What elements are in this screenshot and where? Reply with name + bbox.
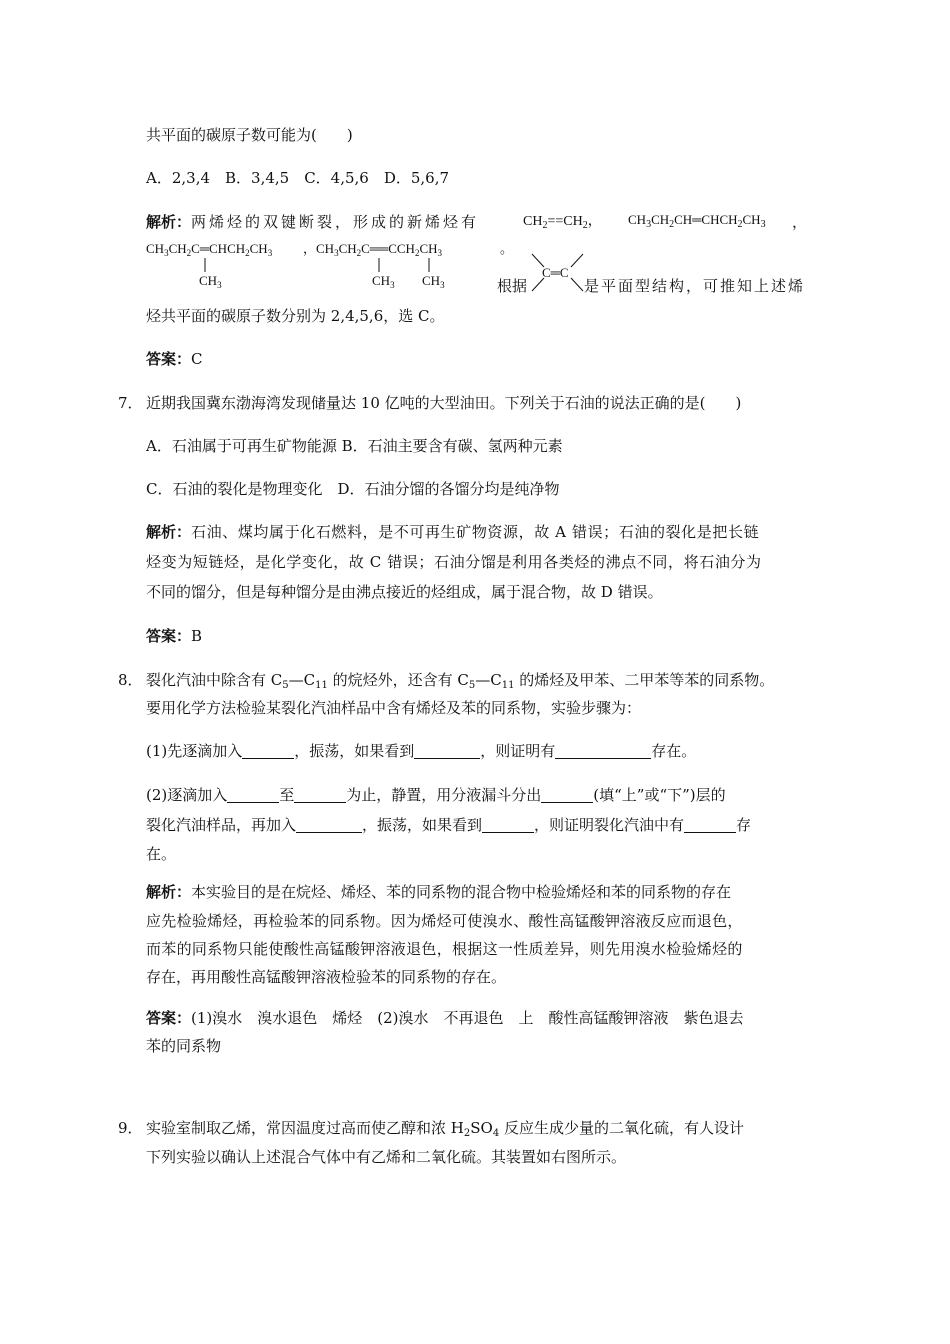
answer-blank[interactable] [296, 816, 362, 833]
answer-value: B [191, 627, 203, 645]
answer-value: C [191, 350, 203, 368]
answer-label: 答案： [146, 627, 192, 645]
q9-number: 9． [118, 1119, 143, 1137]
q8-p2-text-b: 至 [279, 786, 295, 804]
q7-analysis-line-3: 不同的馏分，但是每种馏分是由沸点接近的烃组成，属于混合物，故 D 错误。 [146, 583, 663, 601]
q7-answer [146, 626, 202, 646]
q8-analysis-line-2: 应先检验烯烃，再检验苯的同系物。因为烯烃可使溴水、酸性高锰酸钾溶液反应而退色， [146, 912, 743, 930]
q8-number: 8． [118, 671, 143, 689]
q7-analysis-line-1 [146, 522, 759, 542]
q8-analysis-line-1 [146, 882, 731, 902]
analysis-text: 两烯烃的双键断裂，形成的新烯烃有 [191, 213, 480, 231]
answer-blank[interactable] [482, 816, 534, 833]
q8-p2-text-g: ，则证明裂化汽油中有 [534, 816, 685, 834]
q6-analysis-line-3: 烃共平面的碳原子数分别为 2,4,5,6，选 C。 [146, 307, 445, 325]
q9-stem-line-2: 下列实验以确认上述混合气体中有乙烯和二氧化硫。其装置如右图所示。 [146, 1148, 627, 1166]
q6-analysis-line-1 [146, 212, 479, 232]
answer-blank[interactable] [541, 786, 593, 803]
struct1-branch: CH3 [199, 273, 222, 290]
q8-p2-text-a: (2)逐滴加入 [146, 786, 228, 804]
struct2-branch-2: CH3 [422, 273, 445, 290]
q8-analysis-line-3: 而苯的同系物只能使酸性高锰酸钾溶液退色，根据这一性质差异，则先用溴水检验烯烃的 [146, 940, 743, 958]
q8-p1-text-d: 存在。 [651, 742, 697, 760]
answer-value: (1)溴水 溴水退色 烯烃 (2)溴水 不再退色 上 酸性高锰酸钾溶液 紫色退去 [191, 1009, 744, 1027]
q8-p2-text-f: ，振荡，如果看到 [362, 816, 483, 834]
q8-p2-text-d: (填“上”或“下”)层的 [593, 786, 726, 804]
cc-bond-lr [571, 278, 583, 291]
q7-options-cd: C．石油的裂化是物理变化 D．石油分馏的各馏分均是纯净物 [146, 480, 560, 498]
q8-part-2-line-1 [146, 785, 726, 805]
q7-number: 7． [118, 394, 143, 412]
q8-p2-text-c: 为止，静置，用分液漏斗分出 [346, 786, 542, 804]
analysis-text: 本实验目的是在烷烃、烯烃、苯的同系物的混合物中检验烯烃和苯的同系物的存在 [191, 883, 732, 901]
analysis-comma: ， [792, 213, 808, 231]
period: 。 [500, 241, 514, 256]
analysis-label: 解析： [146, 883, 192, 901]
q8-analysis-line-4: 存在，再用酸性高锰酸钾溶液检验苯的同系物的存在。 [146, 968, 507, 986]
q6-basis: 根据 [497, 277, 528, 295]
answer-blank[interactable] [227, 786, 279, 803]
q8-p1-text-a: (1)先逐滴加入 [146, 742, 243, 760]
q7-options-ab: A．石油属于可再生矿物能源 B．石油主要含有碳、氢两种元素 [146, 437, 563, 455]
q6-answer [146, 349, 203, 369]
q8-answer-line-1 [146, 1008, 744, 1028]
answer-blank[interactable] [294, 786, 346, 803]
q8-answer-line-2: 苯的同系物 [146, 1037, 222, 1055]
q8-p2-text-e: 裂化汽油样品，再加入 [146, 816, 297, 834]
q7-analysis-line-2: 烃变为短链烃，是化学变化，故 C 错误；石油分馏是利用各类烃的沸点不同，将石油分为 [146, 553, 762, 571]
answer-label: 答案： [146, 1009, 192, 1027]
comma: ， [303, 241, 317, 256]
q7-stem: 近期我国冀东渤海湾发现储量达 10 亿吨的大型油田。下列关于石油的说法正确的是( ) [146, 394, 742, 412]
answer-label: 答案： [146, 350, 192, 368]
cc-bond-ur [571, 254, 583, 267]
q8-p1-text-c: ，则证明有 [480, 742, 556, 760]
answer-blank[interactable] [684, 816, 736, 833]
q8-stem-line-2: 要用化学方法检验某裂化汽油样品中含有烯烃及苯的同系物，实验步骤为： [146, 699, 642, 717]
q8-part-2-line-2 [146, 815, 751, 835]
q8-stem-line-1: 裂化汽油中除含有 $C_5—C_{11}$ 的烷烃外，还含有 $C_5—C_{11}$ 的烯烃及甲苯、二甲苯等苯的同系物。 [146, 671, 775, 691]
q8-part-1 [146, 741, 696, 761]
struct1-main: CH3CH2C═CHCH2CH3 [146, 241, 273, 258]
q8-p1-text-b: ，振荡，如果看到 [294, 742, 415, 760]
answer-blank[interactable] [414, 742, 480, 759]
answer-blank[interactable] [555, 742, 651, 759]
analysis-text: 石油、煤均属于化石燃料，是不可再生矿物资源，故 A 错误；石油的裂化是把长链 [191, 523, 760, 541]
struct2-main: CH3CH2C══CCH2CH3 [316, 241, 443, 258]
q6-stem-tail: 共平面的碳原子数可能为( ) [146, 126, 353, 144]
answer-blank[interactable] [242, 742, 294, 759]
analysis-label: 解析： [146, 213, 192, 231]
q6-options: A．2,3,4 B．3,4,5 C．4,5,6 D．5,6,7 [146, 169, 450, 187]
q8-p2-text-h: 存 [736, 816, 752, 834]
analysis-label: 解析： [146, 523, 192, 541]
c-eq-c: C═C [542, 265, 569, 280]
formula-hexene: $CH_3CH_2CH═CHCH_2CH_3$ [628, 212, 766, 230]
q6-basis-tail: 是平面型结构，可推知上述烯 [584, 277, 806, 295]
q8-part-2-line-3: 在。 [146, 845, 177, 863]
q9-stem-line-1: 实验室制取乙烯，常因温度过高而使乙醇和浓 $H_2SO_4$ 反应生成少量的二氧化硫，有人设计 [146, 1119, 744, 1139]
struct2-branch-1: CH3 [372, 273, 395, 290]
formula-ethylene: $CH_2==CH_2$， [523, 214, 602, 231]
